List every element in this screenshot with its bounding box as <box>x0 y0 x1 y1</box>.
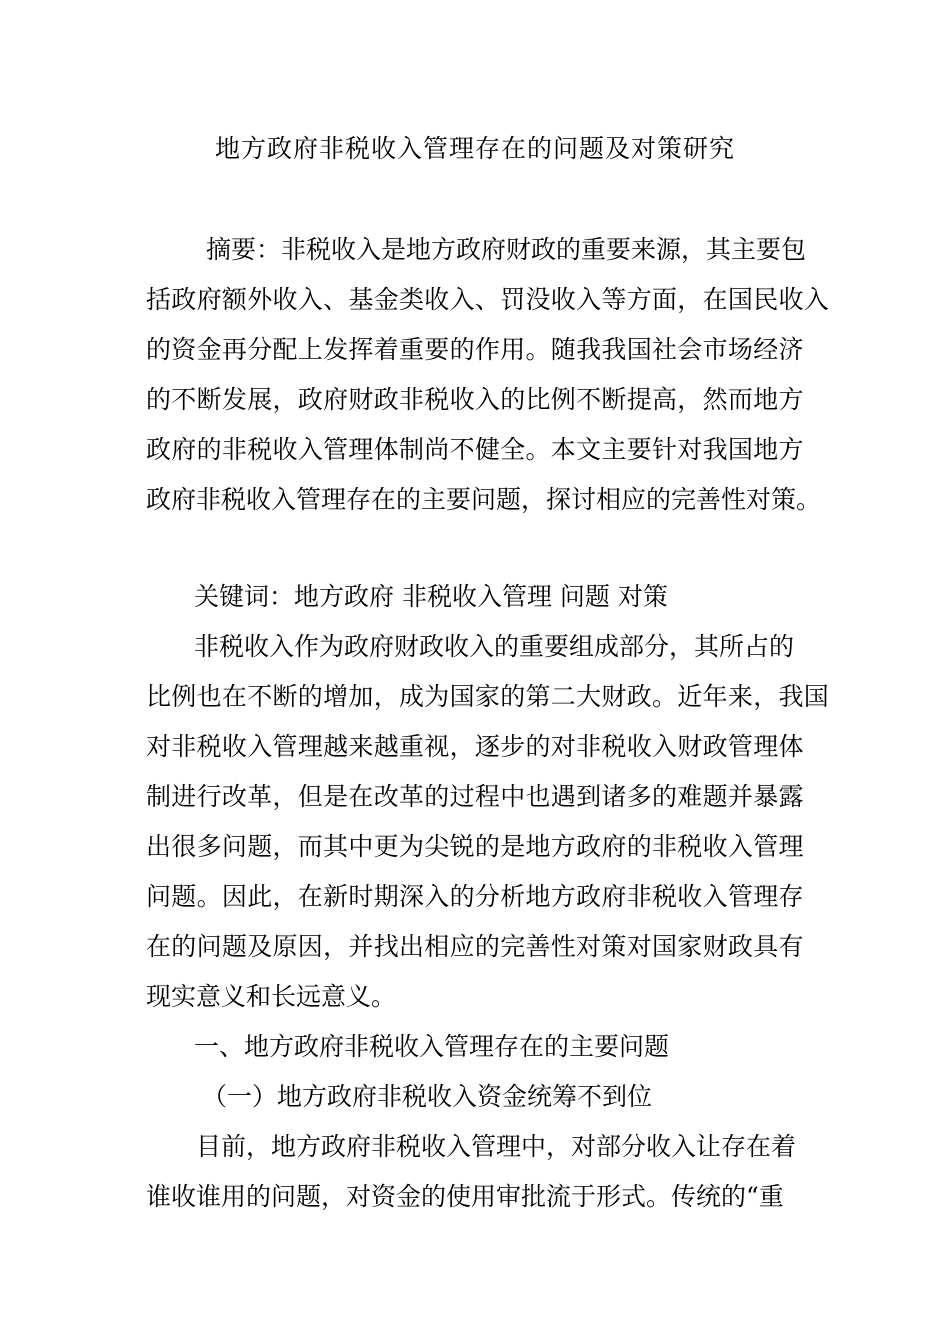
body-text <box>146 572 830 1222</box>
intro-line: 非税收入作为政府财政收入的重要组成部分，其所占的 <box>194 632 795 661</box>
section-line: 目前，地方政府非税收入管理中，对部分收入让存在着 <box>196 1132 797 1161</box>
abstract-line: 政府的非税收入管理体制尚不健全。本文主要针对我国地方 <box>146 435 804 464</box>
intro-line: 比例也在不断的增加，成为国家的第二大财政。近年来，我国 <box>146 682 830 711</box>
abstract-paragraph <box>146 225 830 525</box>
abstract-line: 摘要：非税收入是地方政府财政的重要来源，其主要包 <box>206 235 807 264</box>
keywords-line: 关键词：地方政府 非税收入管理 问题 对策 <box>194 582 668 611</box>
abstract-line: 括政府额外收入、基金类收入、罚没收入等方面，在国民收入 <box>146 285 830 314</box>
intro-line: 问题。因此，在新时期深入的分析地方政府非税收入管理存 <box>146 882 804 911</box>
intro-line: 制进行改革，但是在改革的过程中也遇到诸多的难题并暴露 <box>146 782 804 811</box>
section-line: 谁收谁用的问题，对资金的使用审批流于形式。传统的“重 <box>146 1182 784 1211</box>
subsection-heading: （一）地方政府非税收入资金统筹不到位 <box>202 1082 653 1111</box>
abstract-line: 政府非税收入管理存在的主要问题，探讨相应的完善性对策。 <box>146 485 822 514</box>
intro-line: 对非税收入管理越来越重视，逐步的对非税收入财政管理体 <box>146 732 804 761</box>
intro-line: 在的问题及原因，并找出相应的完善性对策对国家财政具有 <box>146 932 804 961</box>
intro-line: 出很多问题，而其中更为尖锐的是地方政府的非税收入管理 <box>146 832 804 861</box>
intro-line: 现实意义和长远意义。 <box>146 982 397 1011</box>
abstract-line: 的资金再分配上发挥着重要的作用。随我我国社会市场经济 <box>146 335 804 364</box>
abstract-line: 的不断发展，政府财政非税收入的比例不断提高，然而地方 <box>146 385 804 414</box>
document-title: 地方政府非税收入管理存在的问题及对策研究 <box>214 134 735 163</box>
section-heading: 一、地方政府非税收入管理存在的主要问题 <box>194 1032 670 1061</box>
